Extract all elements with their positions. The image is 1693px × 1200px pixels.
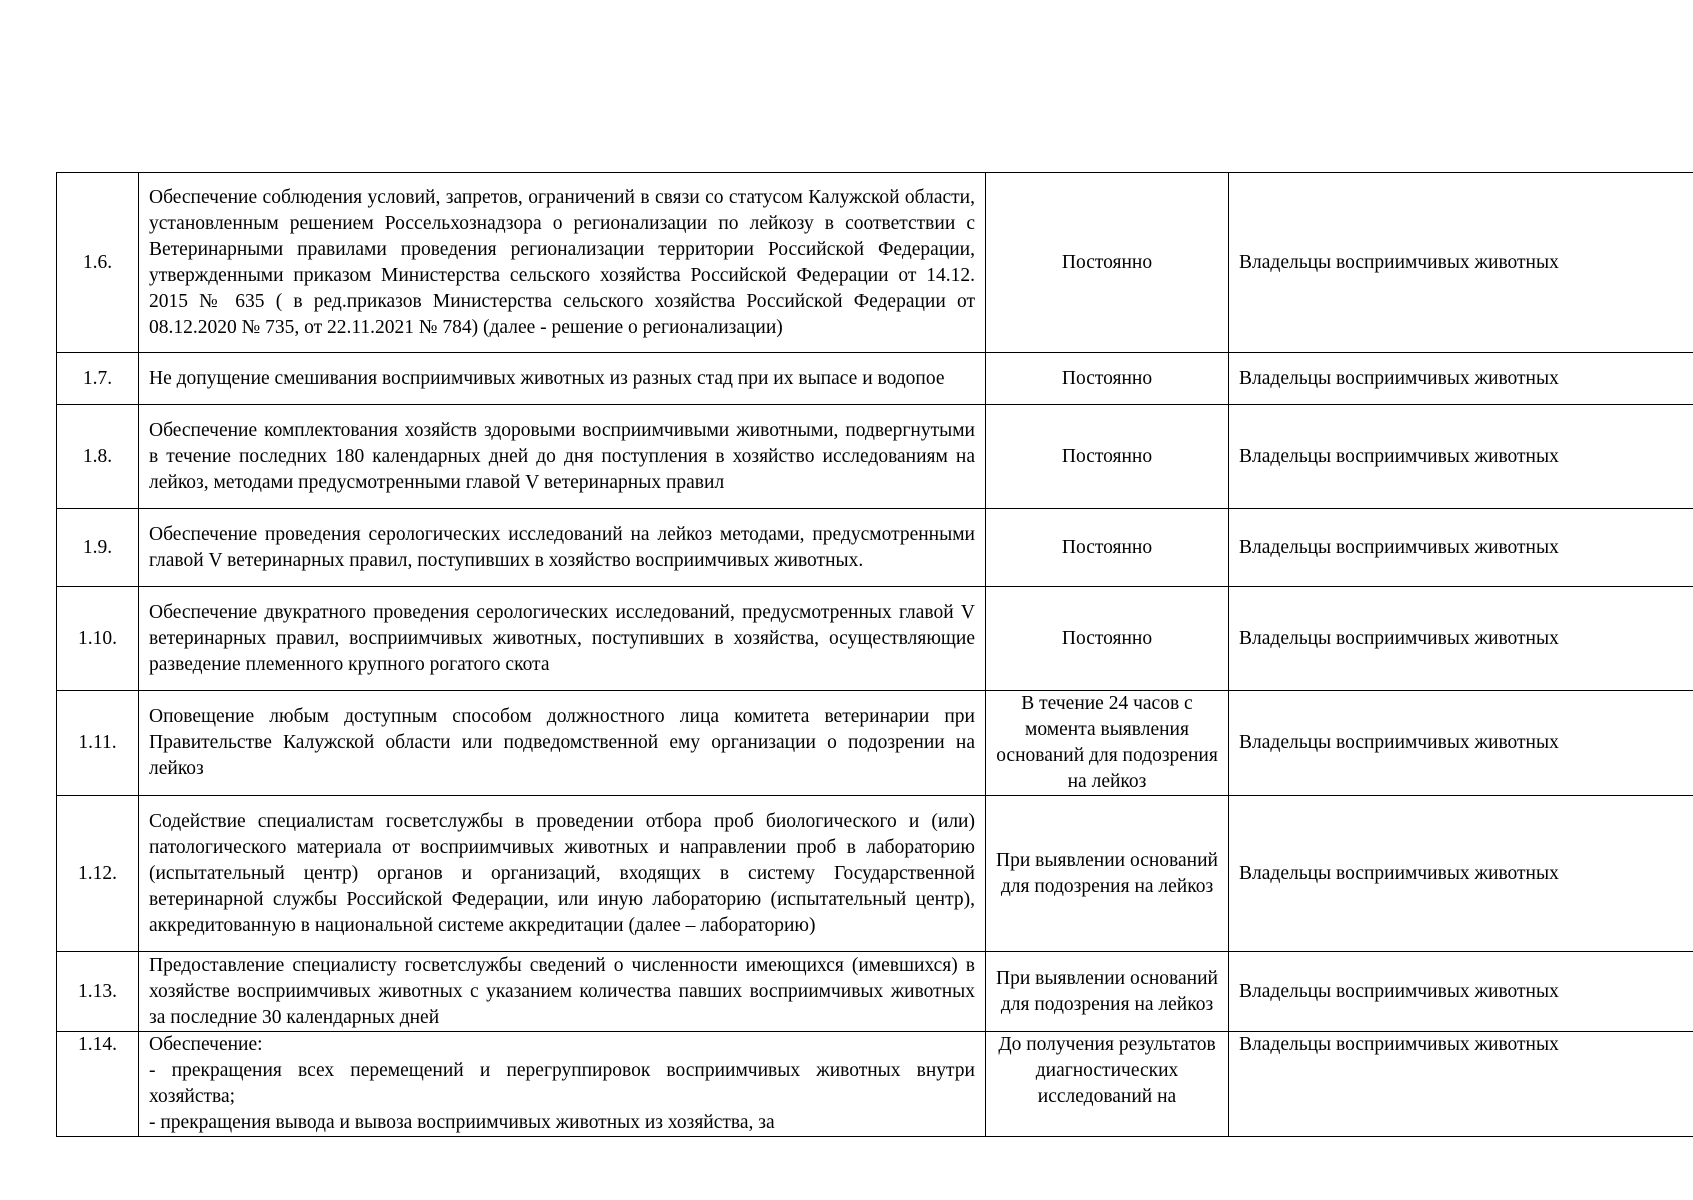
row-description: Предоставление специалисту госветслужбы сведений о численности имеющихся (имевшихся) в хозяйстве восприимчивых животных с указанием количества павших восприимчивых животных за последние 30 календарных дней <box>139 952 986 1032</box>
row-responsible: Владельцы восприимчивых животных <box>1229 952 1693 1032</box>
row-description-line: - прекращения вывода и вывоза восприимчивых животных из хозяйства, за <box>149 1112 775 1133</box>
row-number: 1.11. <box>57 691 139 796</box>
table-row <box>57 587 1693 691</box>
row-responsible: Владельцы восприимчивых животных <box>1229 1032 1693 1137</box>
row-number: 1.7. <box>57 353 139 405</box>
row-responsible: Владельцы восприимчивых животных <box>1229 509 1693 587</box>
row-term: Постоянно <box>986 509 1229 587</box>
row-term: При выявлении оснований для подозрения на лейкоз <box>986 952 1229 1032</box>
row-description <box>139 1032 986 1137</box>
row-responsible: Владельцы восприимчивых животных <box>1229 353 1693 405</box>
table-row <box>57 691 1693 796</box>
row-responsible: Владельцы восприимчивых животных <box>1229 405 1693 509</box>
row-responsible: Владельцы восприимчивых животных <box>1229 691 1693 796</box>
row-description: Обеспечение двукратного проведения серологических исследований, предусмотренных главой V ветеринарных правил, восприимчивых животных, поступивших в хозяйства, осуществляющие разведение племенного крупного рогатого скота <box>139 587 986 691</box>
row-term: Постоянно <box>986 173 1229 353</box>
row-term: До получения результатов диагностических исследований на <box>986 1032 1229 1137</box>
table-row <box>57 796 1693 952</box>
table-row <box>57 173 1693 353</box>
table-row <box>57 1032 1693 1137</box>
row-description: Не допущение смешивания восприимчивых животных из разных стад при их выпасе и водопое <box>139 353 986 405</box>
row-number: 1.9. <box>57 509 139 587</box>
table-row <box>57 509 1693 587</box>
row-description: Обеспечение соблюдения условий, запретов, ограничений в связи со статусом Калужской области, установленным решением Россельхознадзора о регионализации по лейкозу в соответствии с Ветеринарными правилами проведения регионализации территории Российской Федерации, утвержденными приказом Министерства сельского хозяйства Российской Федерации от 14.12. 2015 № 635 ( в ред.приказов Министерства сельского хозяйства Российской Федерации от 08.12.2020 № 735, от 22.11.2021 № 784) (далее - решение о регионализации) <box>139 173 986 353</box>
table-row <box>57 952 1693 1032</box>
row-description: Обеспечение проведения серологических исследований на лейкоз методами, предусмотренными главой V ветеринарных правил, поступивших в хозяйство восприимчивых животных. <box>139 509 986 587</box>
row-term: В течение 24 часов с момента выявления оснований для подозрения на лейкоз <box>986 691 1229 796</box>
table-row <box>57 405 1693 509</box>
row-responsible: Владельцы восприимчивых животных <box>1229 796 1693 952</box>
row-number: 1.6. <box>57 173 139 353</box>
row-term: Постоянно <box>986 353 1229 405</box>
row-number: 1.8. <box>57 405 139 509</box>
row-description: Содействие специалистам госветслужбы в проведении отбора проб биологического и (или) патологического материала от восприимчивых животных и направлении проб в лабораторию (испытательный центр) органов и организаций, входящих в систему Государственной ветеринарной службы Российской Федерации, или иную лабораторию (испытательный центр), аккредитованную в национальной системе аккредитации (далее – лабораторию) <box>139 796 986 952</box>
measures-table <box>56 172 1693 1137</box>
row-description-line: Обеспечение: <box>149 1034 263 1055</box>
row-responsible: Владельцы восприимчивых животных <box>1229 173 1693 353</box>
row-description: Обеспечение комплектования хозяйств здоровыми восприимчивыми животными, подвергнутыми в течение последних 180 календарных дней до дня поступления в хозяйство исследованиям на лейкоз, методами предусмотренными главой V ветеринарных правил <box>139 405 986 509</box>
row-number: 1.13. <box>57 952 139 1032</box>
row-term: Постоянно <box>986 587 1229 691</box>
row-number: 1.12. <box>57 796 139 952</box>
row-number: 1.10. <box>57 587 139 691</box>
row-number: 1.14. <box>57 1032 139 1137</box>
row-description: Оповещение любым доступным способом должностного лица комитета ветеринарии при Правительстве Калужской области или подведомственной ему организации о подозрении на лейкоз <box>139 691 986 796</box>
row-term: Постоянно <box>986 405 1229 509</box>
table-row <box>57 353 1693 405</box>
row-responsible: Владельцы восприимчивых животных <box>1229 587 1693 691</box>
row-description-line: - прекращения всех перемещений и перегруппировок восприимчивых животных внутри хозяйства; <box>149 1060 975 1107</box>
row-term: При выявлении оснований для подозрения на лейкоз <box>986 796 1229 952</box>
